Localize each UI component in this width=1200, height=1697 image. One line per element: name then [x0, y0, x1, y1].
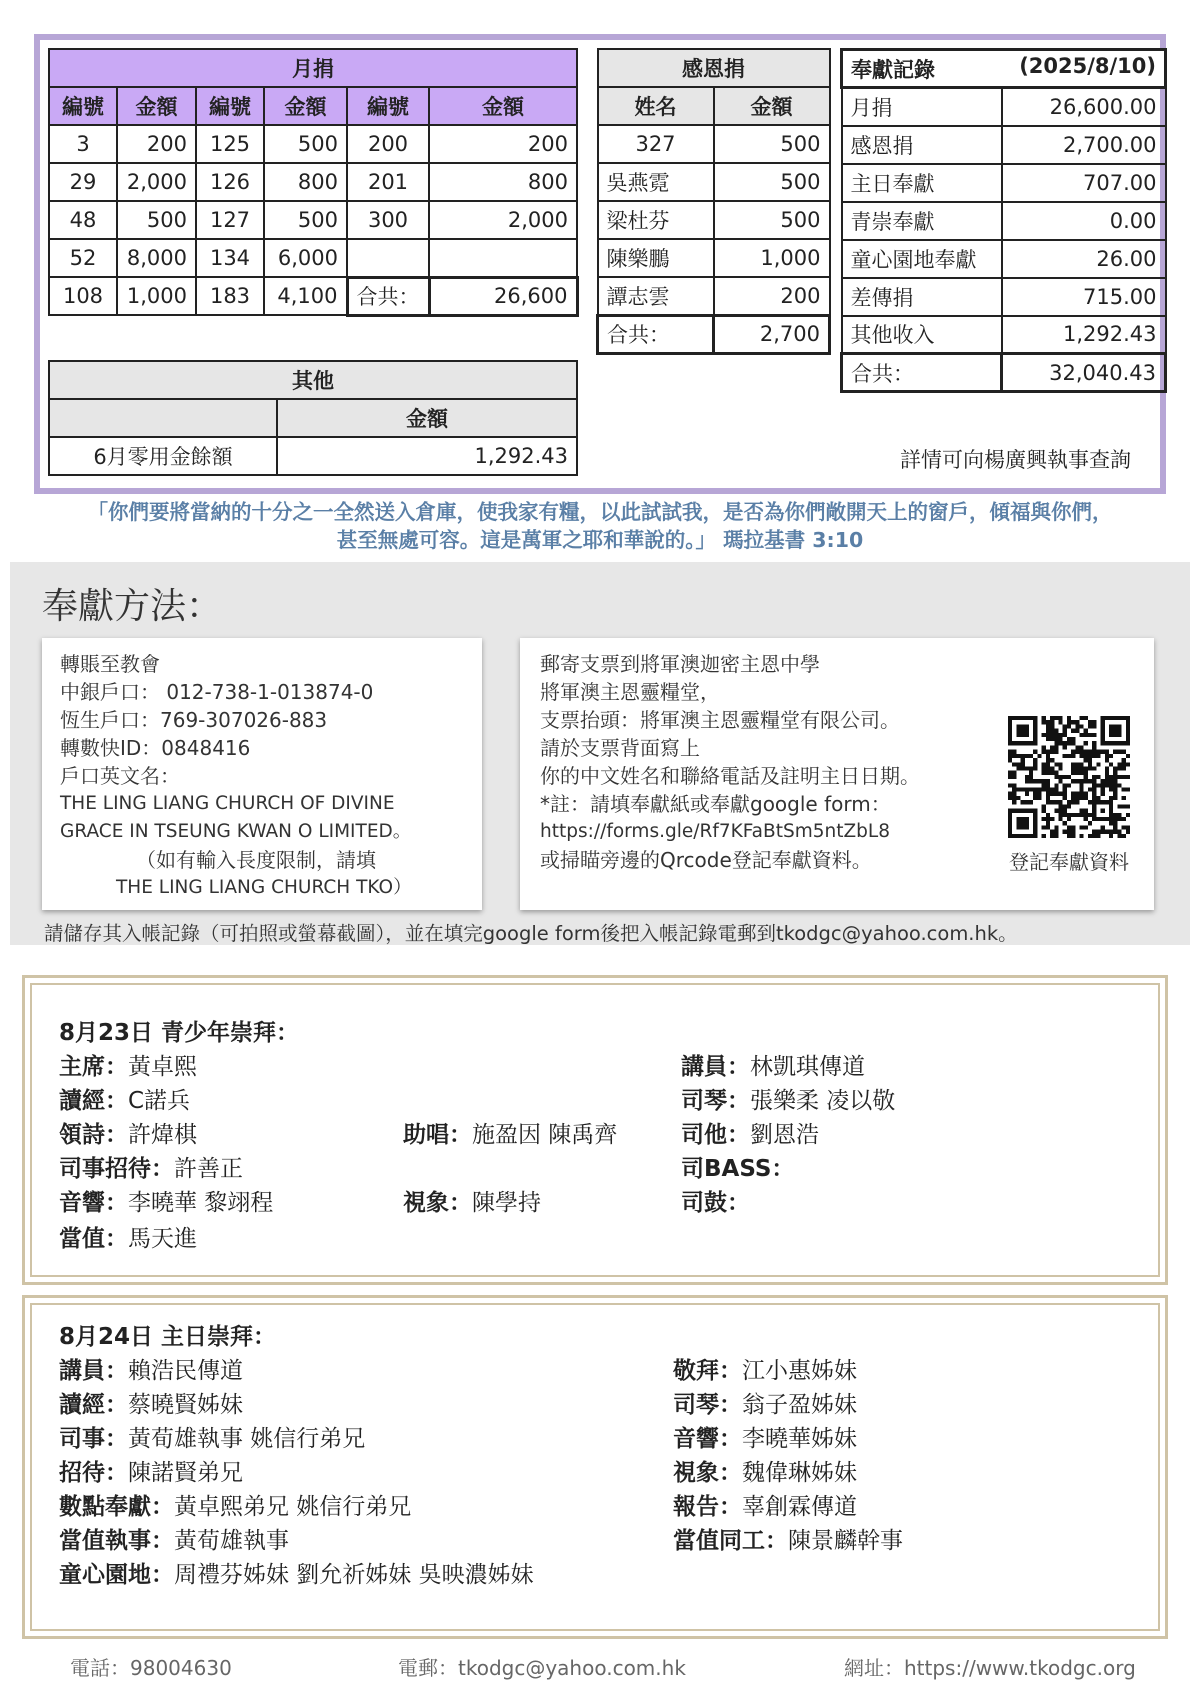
role-label: 主席： [59, 1054, 128, 1080]
roster-entry-worship [59, 1116, 197, 1149]
roster-entry-usher [59, 1150, 243, 1183]
monthly-title: 月捐 [49, 49, 577, 87]
roster-title: 8月24日 主日崇拜： [59, 1324, 277, 1350]
text-line: 轉賬至教會 [60, 652, 160, 676]
google-form-link[interactable]: https://forms.gle/Rf7KFaBtSm5ntZbL8 [540, 821, 890, 842]
role-label: 當值同工： [673, 1528, 788, 1554]
role-label: 敬拜： [673, 1358, 742, 1384]
col-header: 姓名 [598, 87, 714, 125]
role-person: 林凱琪傳道 [750, 1054, 865, 1080]
text-line: *註：請填奉獻紙或奉獻google form： [540, 792, 891, 816]
email-record-note: 請儲存其入帳記錄（可拍照或螢幕截圖），並在填完google form後把入帳記錄電郵到tkodgc@yahoo.com.hk。 [44, 922, 1018, 945]
record-total-value: 32,040.43 [1002, 354, 1166, 392]
cell: 500 [714, 125, 830, 163]
other-income-table [48, 360, 578, 476]
text-line: 郵寄支票到將軍澳迦密主恩中學 [540, 652, 820, 676]
cell: 1,000 [714, 239, 830, 277]
role-label: 司事： [59, 1426, 128, 1452]
cell: 500 [714, 201, 830, 239]
cell: 3 [49, 125, 117, 163]
role-person: 江小惠姊妹 [742, 1358, 857, 1384]
table-row [49, 201, 577, 239]
role-label: 讀經： [59, 1088, 128, 1114]
table-row [598, 201, 830, 239]
role-label: 當值： [59, 1226, 128, 1252]
role-label: 音響： [673, 1426, 742, 1452]
cell: 134 [196, 239, 264, 277]
record-title-row [842, 50, 1166, 88]
role-label: 司鼓： [681, 1190, 750, 1216]
role-person: 李曉華姊妹 [742, 1426, 857, 1452]
cell: 譚志雲 [598, 277, 714, 315]
roster-entry-usher [59, 1420, 365, 1453]
footer-email[interactable]: 電郵：tkodgc@yahoo.com.hk [398, 1656, 686, 1680]
role-label: 童心園地： [59, 1562, 174, 1588]
roster-entry-kids [59, 1556, 534, 1589]
role-label: 招待： [59, 1460, 128, 1486]
cell: 707.00 [1002, 164, 1166, 202]
cell: 183 [196, 277, 264, 315]
table-row [49, 437, 577, 475]
cell: 月捐 [842, 88, 1002, 126]
roster-title: 8月23日 青少年崇拜： [59, 1020, 300, 1046]
roster-entry-staff [673, 1522, 903, 1555]
cell: 500 [117, 201, 196, 239]
thanks-total-value: 2,700 [714, 315, 830, 353]
cell: 200 [429, 125, 577, 163]
role-person: 魏偉琳姊妹 [742, 1460, 857, 1486]
roster-entry-speaker [681, 1048, 865, 1081]
role-label: 音響： [59, 1190, 128, 1216]
cell: 500 [264, 201, 347, 239]
role-person: 劉恩浩 [750, 1122, 819, 1148]
roster-entry-piano [673, 1386, 857, 1419]
table-row [598, 125, 830, 163]
role-label: 講員： [59, 1358, 128, 1384]
table-row [842, 316, 1166, 354]
role-person: 翁子盈姊妹 [742, 1392, 857, 1418]
cell: 童心園地奉獻 [842, 240, 1002, 278]
role-label: 司他： [681, 1122, 750, 1148]
cell: 1,000 [117, 277, 196, 315]
cell: 26,600.00 [1002, 88, 1166, 126]
cheque-card [520, 638, 1154, 910]
col-header: 金額 [117, 87, 196, 125]
other-item: 6月零用金餘額 [49, 437, 277, 475]
table-row [598, 163, 830, 201]
role-person: 辜創霖傳道 [742, 1494, 857, 1520]
roster-entry-report [673, 1488, 857, 1521]
role-person: 蔡曉賢姊妹 [128, 1392, 243, 1418]
role-label: 司琴： [681, 1088, 750, 1114]
role-person: 黃荀雄執事 [174, 1528, 289, 1554]
cell: 8,000 [117, 239, 196, 277]
text-line: 或掃瞄旁邊的Qrcode登記奉獻資料。 [540, 848, 872, 872]
cell: 2,700.00 [1002, 126, 1166, 164]
qr-caption: 登記奉獻資料 [1009, 850, 1129, 874]
roster-entry-drum [681, 1184, 750, 1217]
youth-service-roster [22, 975, 1168, 1285]
roster-entry-sound [673, 1420, 857, 1453]
hangseng-account: 恆生戶口：769-307026-883 [60, 708, 328, 732]
cell: 108 [49, 277, 117, 315]
record-total-label: 合共： [842, 354, 1002, 392]
col-header: 金額 [714, 87, 830, 125]
table-row [49, 163, 577, 201]
thanks-title: 感恩捐 [598, 49, 830, 87]
footer-website[interactable]: 網址：https://www.tkodgc.org [844, 1656, 1136, 1680]
sunday-service-roster [22, 1295, 1168, 1639]
roster-entry-guitar [681, 1116, 819, 1149]
record-date: (2025/8/10) [1019, 53, 1157, 78]
table-row [842, 88, 1166, 126]
cell: 29 [49, 163, 117, 201]
role-label: 司琴： [673, 1392, 742, 1418]
role-person: 張樂柔 凌以敬 [750, 1088, 896, 1114]
text-line: （如有輸入長度限制，請填 [136, 848, 376, 872]
role-label: 助唱： [403, 1122, 472, 1148]
cell: 4,100 [264, 277, 347, 315]
roster-entry-chair [59, 1048, 197, 1081]
cell: 200 [714, 277, 830, 315]
table-row [49, 125, 577, 163]
role-person: 陳學持 [472, 1190, 541, 1216]
roster-entry-counting [59, 1488, 411, 1521]
monthly-offering-table [48, 48, 579, 317]
text-line: 支票抬頭：將軍澳主恩靈糧堂有限公司。 [540, 708, 900, 732]
role-person: C諾兵 [128, 1088, 191, 1114]
text-line: 戶口英文名： [60, 764, 180, 788]
role-person: 黃卓熙弟兄 姚信行弟兄 [174, 1494, 412, 1520]
role-person: 黃卓熙 [128, 1054, 197, 1080]
roster-entry-speaker [59, 1352, 243, 1385]
role-person: 賴浩民傳道 [128, 1358, 243, 1384]
col-header: 編號 [49, 87, 117, 125]
offering-summary-panel [34, 34, 1166, 494]
cell: 青崇奉獻 [842, 202, 1002, 240]
text-line: THE LING LIANG CHURCH TKO） [116, 877, 412, 898]
col-header: 金額 [264, 87, 347, 125]
role-label: 視象： [403, 1190, 472, 1216]
offering-methods-section [10, 562, 1190, 945]
monthly-total-label: 合共： [347, 277, 429, 315]
cell: 0.00 [1002, 202, 1166, 240]
cell: 201 [347, 163, 429, 201]
table-row [49, 239, 577, 277]
cell: 52 [49, 239, 117, 277]
text-line: 將軍澳主恩靈糧堂， [540, 680, 720, 704]
table-row [598, 277, 830, 315]
table-row [842, 164, 1166, 202]
other-amount: 1,292.43 [277, 437, 577, 475]
roster-entry-deacon [59, 1522, 289, 1555]
role-label: 視象： [673, 1460, 742, 1486]
role-label: 讀經： [59, 1392, 128, 1418]
cell: 陳樂鵬 [598, 239, 714, 277]
cell: 200 [347, 125, 429, 163]
role-person: 陳景麟幹事 [788, 1528, 903, 1554]
cell [429, 239, 577, 277]
role-person: 許善正 [174, 1156, 243, 1182]
boc-account: 中銀戶口： 012-738-1-013874-0 [60, 680, 374, 704]
roster-entry-reception [59, 1454, 243, 1487]
role-person: 許煒棋 [128, 1122, 197, 1148]
role-label: 報告： [673, 1494, 742, 1520]
roster-entry-sound [59, 1184, 273, 1217]
cell: 感恩捐 [842, 126, 1002, 164]
role-label: 數點奉獻： [59, 1494, 174, 1520]
table-row [842, 278, 1166, 316]
cell: 2,000 [117, 163, 196, 201]
role-label: 當值執事： [59, 1528, 174, 1554]
thanks-total-label: 合共： [598, 315, 714, 353]
cell: 715.00 [1002, 278, 1166, 316]
cell: 800 [429, 163, 577, 201]
table-row [49, 277, 577, 315]
thanksgiving-offering-table [596, 48, 831, 355]
bank-transfer-card [42, 638, 482, 910]
cell: 主日奉獻 [842, 164, 1002, 202]
offering-record-table [840, 48, 1167, 393]
cell: 127 [196, 201, 264, 239]
section-title: 奉獻方法： [42, 586, 223, 627]
record-title: 奉獻記錄 [851, 57, 935, 82]
scripture-line-2: 甚至無處可容。這是萬軍之耶和華說的。」 瑪拉基書 3:10 [336, 528, 864, 552]
role-label: 司BASS： [681, 1156, 795, 1182]
role-person: 馬天進 [128, 1226, 197, 1252]
roster-entry-worship [673, 1352, 857, 1385]
account-name-line: THE LING LIANG CHURCH OF DIVINE [60, 793, 395, 814]
role-person: 周禮芬姊妹 劉允祈姊妹 吳映濃姊妹 [174, 1562, 534, 1588]
roster-entry-duty [59, 1220, 197, 1253]
cell: 125 [196, 125, 264, 163]
account-name-line: GRACE IN TSEUNG KWAN O LIMITED。 [60, 821, 412, 842]
table-row [842, 240, 1166, 278]
col-header-blank [49, 399, 277, 437]
fps-id: 轉數快ID：0848416 [60, 736, 251, 760]
text-line: 請於支票背面寫上 [540, 736, 700, 760]
cell: 327 [598, 125, 714, 163]
cell: 300 [347, 201, 429, 239]
role-person: 黃荀雄執事 姚信行弟兄 [128, 1426, 366, 1452]
role-person: 李曉華 黎翊程 [128, 1190, 274, 1216]
roster-entry-bass [681, 1150, 794, 1183]
roster-entry-backup [403, 1116, 617, 1149]
cell: 其他收入 [842, 316, 1002, 354]
col-header: 金額 [277, 399, 577, 437]
col-header: 編號 [196, 87, 264, 125]
roster-entry-piano [681, 1082, 895, 1115]
cell: 6,000 [264, 239, 347, 277]
text-line: 你的中文姓名和聯絡電話及註明主日日期。 [540, 764, 920, 788]
cell: 差傳捐 [842, 278, 1002, 316]
cell: 2,000 [429, 201, 577, 239]
roster-entry-reading [59, 1082, 190, 1115]
cell: 500 [264, 125, 347, 163]
col-header: 金額 [429, 87, 577, 125]
scripture-line-1: 「你們要將當納的十分之一全然送入倉庫，使我家有糧，以此試試我，是否為你們敞開天上的窗戶，傾福與你們， [87, 500, 1113, 524]
cell: 1,292.43 [1002, 316, 1166, 354]
cell [347, 239, 429, 277]
qr-block [994, 716, 1144, 876]
footer-phone: 電話：98004630 [70, 1656, 232, 1680]
other-title: 其他 [49, 361, 577, 399]
table-row [842, 202, 1166, 240]
role-label: 司事招待： [59, 1156, 174, 1182]
inquiry-note: 詳情可向楊廣興執事查詢 [900, 448, 1131, 472]
qr-code-icon[interactable] [1008, 716, 1130, 838]
table-row [842, 126, 1166, 164]
role-label: 領詩： [59, 1122, 128, 1148]
roster-entry-visual [403, 1184, 541, 1217]
monthly-total-value: 26,600 [429, 277, 577, 315]
role-person: 陳諾賢弟兄 [128, 1460, 243, 1486]
table-row [598, 239, 830, 277]
role-label: 講員： [681, 1054, 750, 1080]
cell: 500 [714, 163, 830, 201]
cell: 200 [117, 125, 196, 163]
cell: 48 [49, 201, 117, 239]
col-header: 編號 [347, 87, 429, 125]
cell: 126 [196, 163, 264, 201]
cell: 吳燕霓 [598, 163, 714, 201]
roster-entry-visual [673, 1454, 857, 1487]
roster-entry-reading [59, 1386, 243, 1419]
role-person: 施盈因 陳禹齊 [472, 1122, 618, 1148]
cell: 梁杜芬 [598, 201, 714, 239]
cell: 26.00 [1002, 240, 1166, 278]
scripture-quote [40, 498, 1160, 554]
cell: 800 [264, 163, 347, 201]
